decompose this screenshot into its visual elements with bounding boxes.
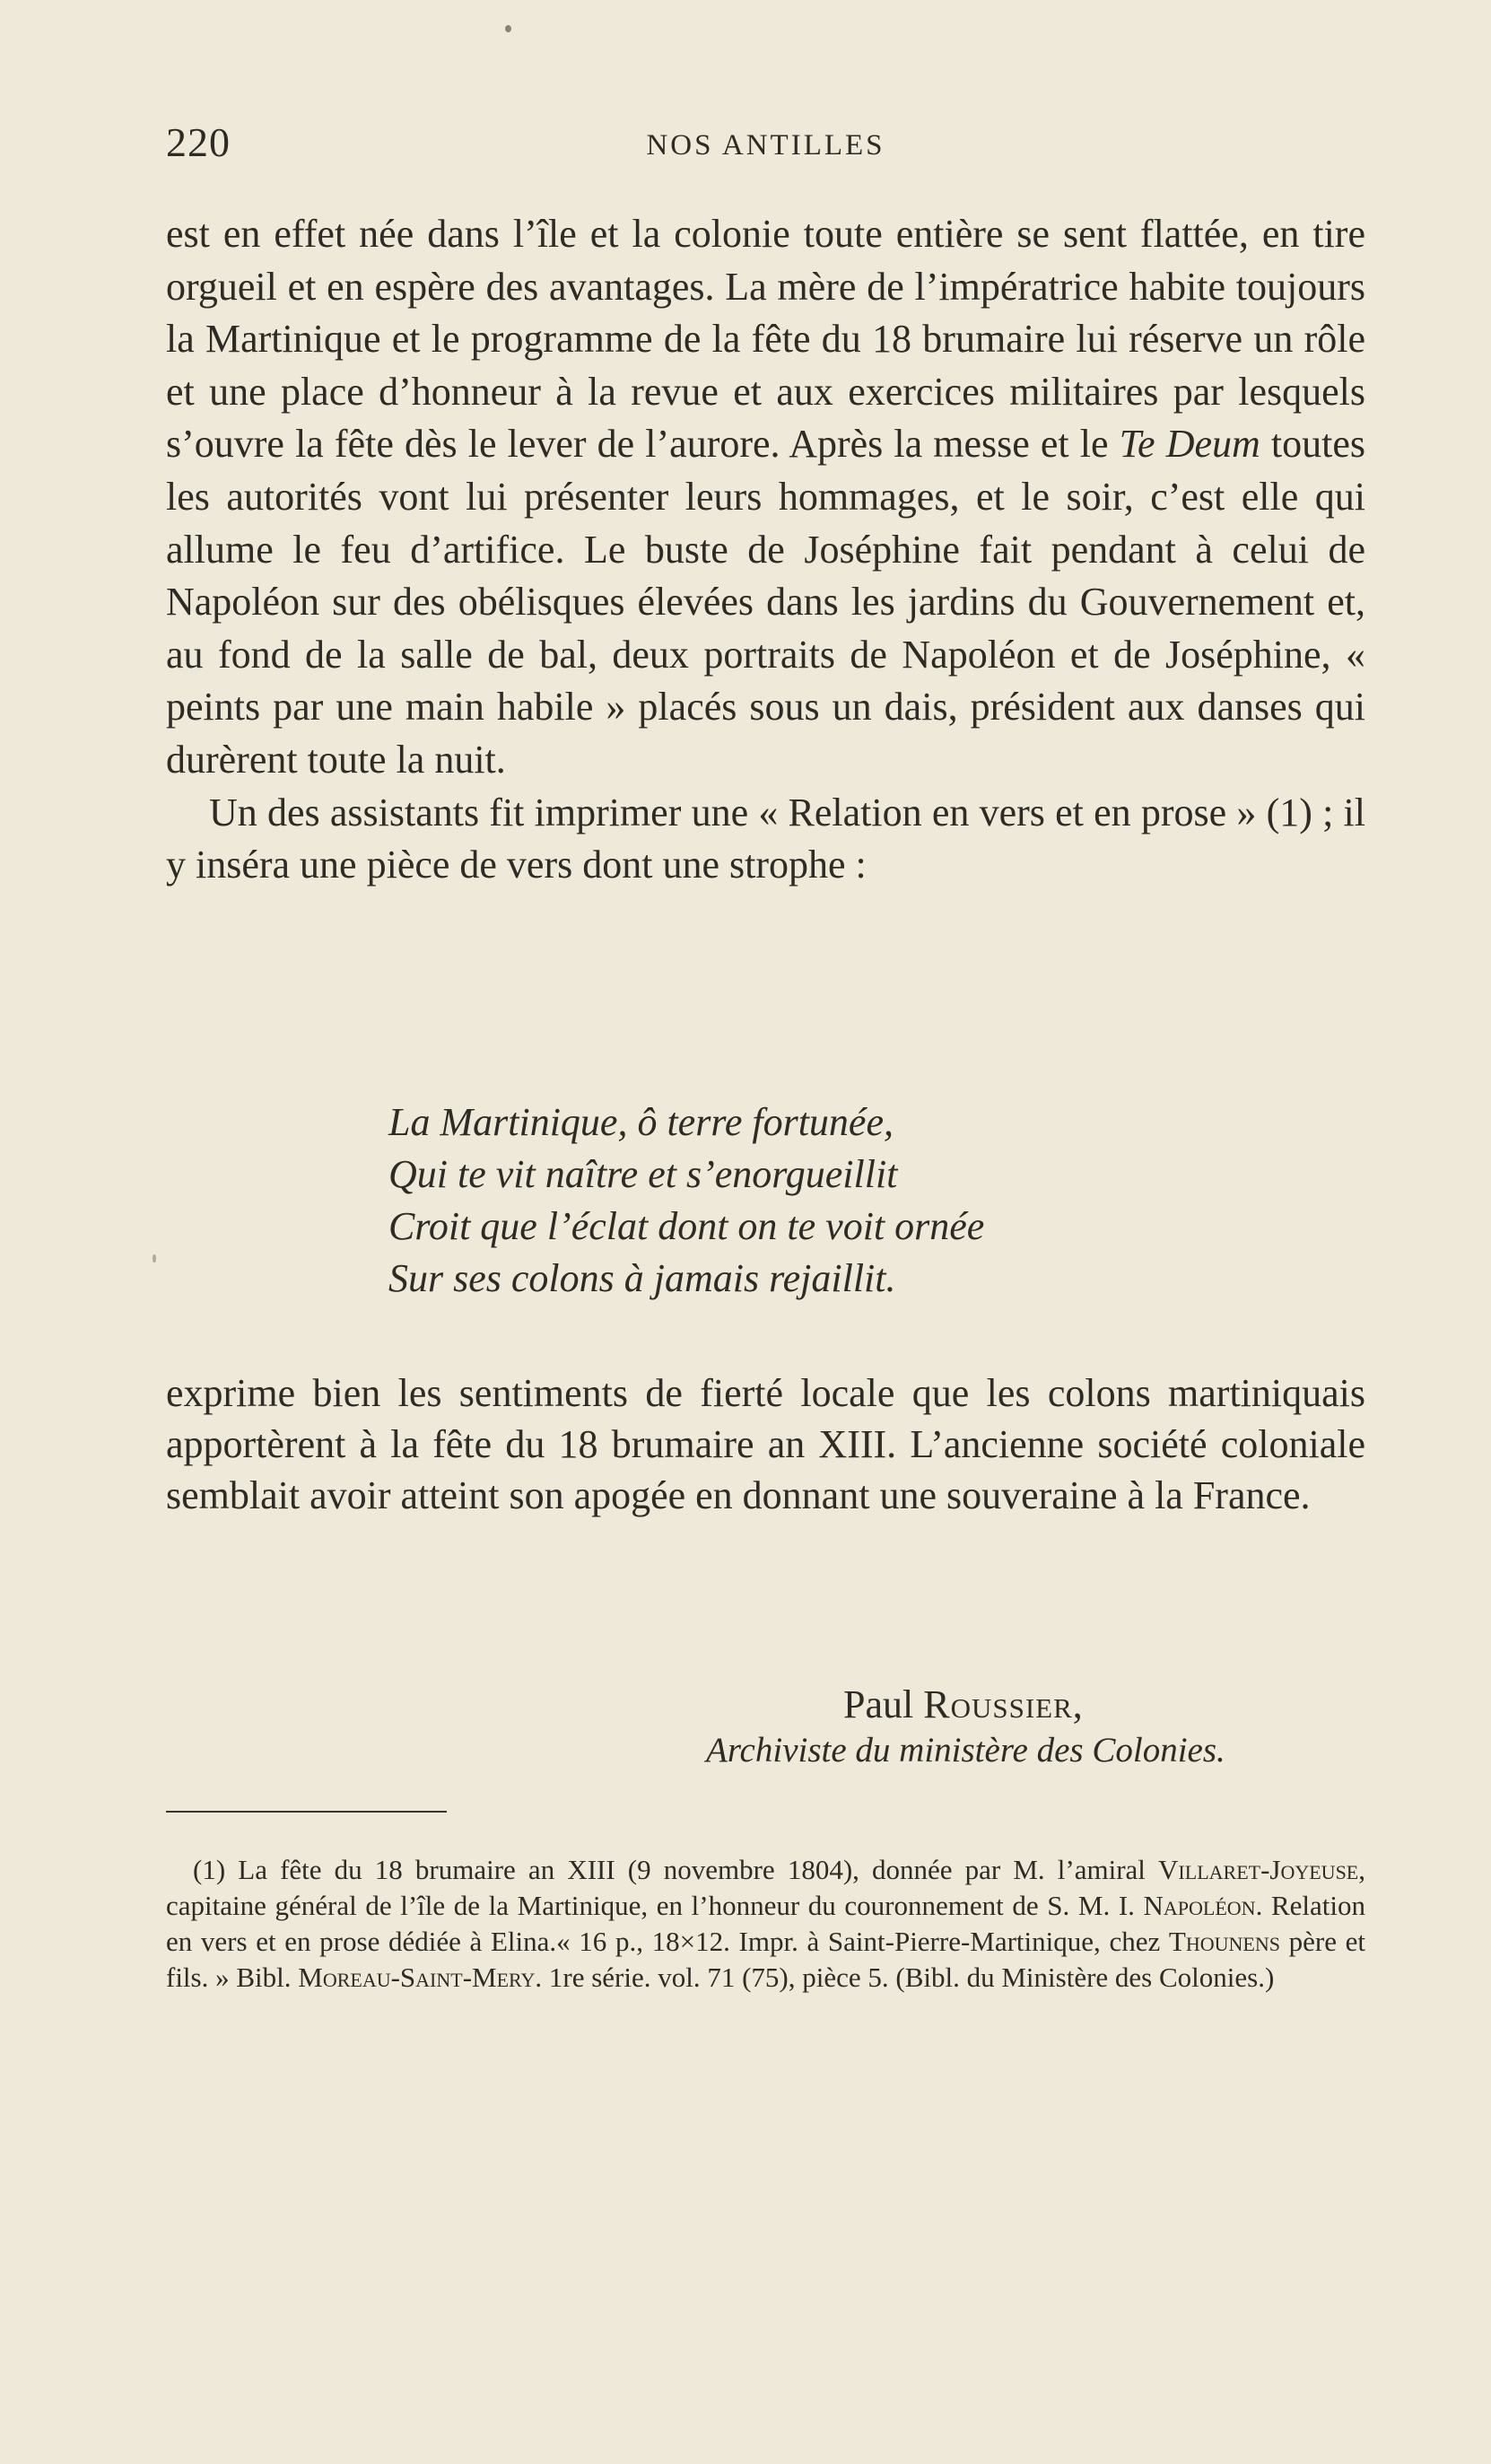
running-title: NOS ANTILLES bbox=[646, 129, 885, 162]
author-name: Paul Roussier, bbox=[843, 1682, 1083, 1726]
paragraph-1: est en effet née dans l’île et la colonie toute entière se sent flattée, en tire orgueil et en espère des avantages. La mère de l’impératrice habite toujours la Martinique et le programme de la fête du 18 brumaire lui réserve un rôle et une place d’honneur à la revue et aux exercices militaires par lesquels s’ouvre la fête dès le lever de l’aurore. Après la messe et le Te Deum toutes les autorités vont lui présenter leurs hommages, et le soir, c’est elle qui allume le feu d’artifice. Le buste de Joséphine fait pendant à celui de Napoléon sur des obélisques élevées dans les jardins du Gouvernement et, au fond de la salle de bal, deux portraits de Napoléon et de Joséphine, « peints par une main habile » placés sous un dais, président aux danses qui durèrent toute la nuit. bbox=[166, 212, 1365, 782]
author-signature bbox=[843, 1682, 1083, 1727]
running-header bbox=[166, 118, 1365, 172]
te-deum-italic: Te Deum bbox=[1119, 422, 1260, 467]
verse-line: La Martinique, ô terre fortunée, bbox=[388, 1100, 894, 1144]
footnote-divider bbox=[166, 1811, 447, 1813]
paragraph-3: exprime bien les sentiments de fierté locale que les colons martiniquais apportèrent à la fête du 18 brumaire an XIII. L’ancienne société coloniale semblait avoir atteint son apogée en donnant une souveraine à la France. bbox=[166, 1371, 1365, 1517]
verse-stanza bbox=[388, 1097, 984, 1305]
verse-line: Sur ses colons à jamais rejaillit. bbox=[388, 1256, 896, 1300]
page-number: 220 bbox=[166, 119, 231, 165]
ink-speck bbox=[505, 25, 511, 32]
main-text bbox=[166, 208, 1365, 892]
ink-speck bbox=[153, 1254, 156, 1263]
paragraph-2: Un des assistants fit imprimer une « Relation en vers et en prose » (1) ; il y inséra une pièce de vers dont une strophe : bbox=[166, 790, 1365, 887]
author-affiliation: Archiviste du ministère des Colonies. bbox=[706, 1731, 1225, 1769]
verse-line: Croit que l’éclat dont on te voit ornée bbox=[388, 1204, 985, 1248]
main-text-continued bbox=[166, 1367, 1365, 1521]
verse-line: Qui te vit naître et s’enorgueillit bbox=[388, 1152, 898, 1196]
footnote: (1) La fête du 18 brumaire an XIII (9 novembre 1804), donnée par M. l’amiral Villaret-Joyeuse, capitaine général de l’île de la Martinique, en l’honneur du couronnement de S. M. I. Napoléon. Relation en vers et en prose dédiée à Elina.« 16 p., 18×12. Impr. à Saint-Pierre-Martinique, chez Thounens père et fils. » Bibl. Moreau-Saint-Mery. 1re série. vol. 71 (75), pièce 5. (Bibl. du Ministère des Colonies.) bbox=[166, 1854, 1365, 1993]
